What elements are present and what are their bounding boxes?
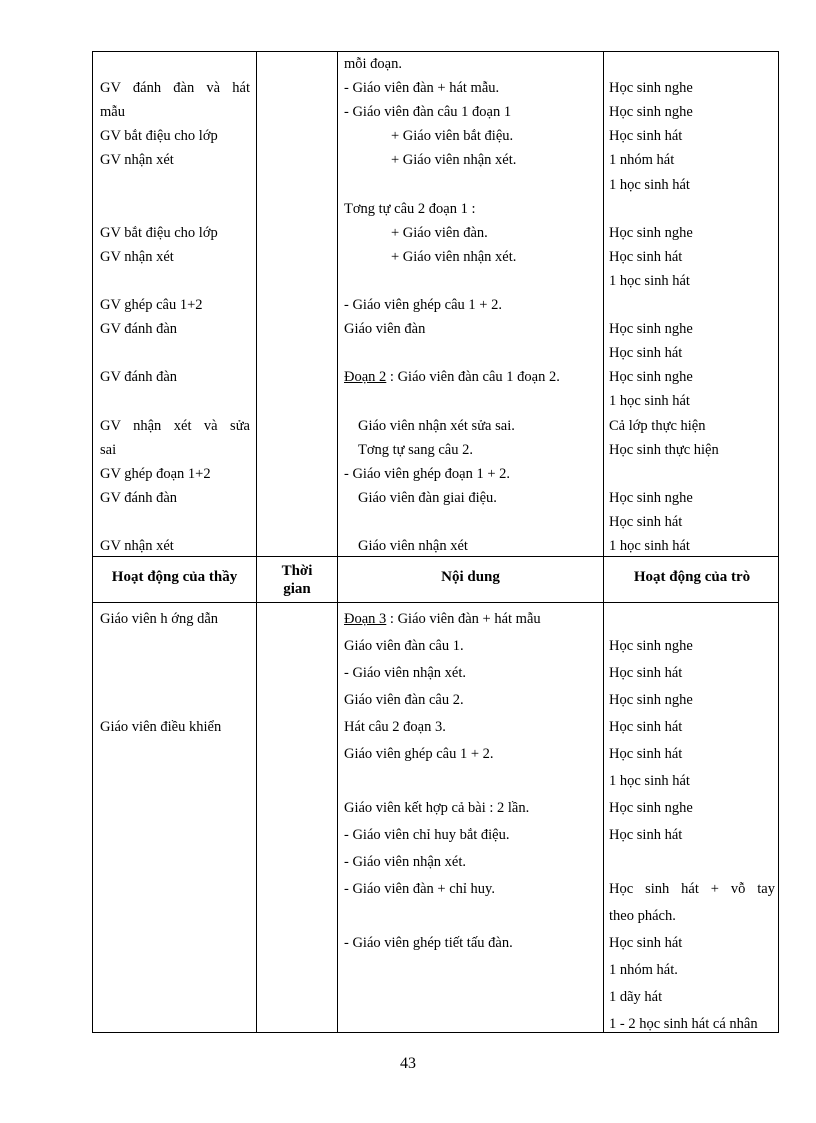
section-label: Đoạn 2 bbox=[344, 369, 387, 386]
student-activity-text: Học sinh hát bbox=[609, 665, 683, 681]
page-number: 43 bbox=[400, 1055, 416, 1072]
student-activity-text: Học sinh hát bbox=[609, 513, 683, 530]
content-text: + Giáo viên nhận xét. bbox=[391, 248, 517, 265]
student-activity-text: Học sinh hát bbox=[609, 128, 683, 145]
content-text: Hát câu 2 đoạn 3. bbox=[344, 719, 446, 735]
student-activity-text: 1 dãy hát bbox=[609, 989, 663, 1005]
student-activity-text: 1 - 2 học sinh hát cá nhân bbox=[609, 1016, 758, 1032]
content-text: - Giáo viên chỉ huy bắt điệu. bbox=[344, 827, 510, 843]
content-text: Giáo viên nhận xét bbox=[358, 538, 468, 554]
section-label: Đoạn 3 bbox=[344, 611, 387, 627]
header-top-border bbox=[93, 556, 778, 557]
content-text: - Giáo viên ghép tiết tấu đàn. bbox=[344, 935, 513, 951]
header-teacher-activity: Hoạt động của thầy bbox=[111, 569, 238, 585]
header-student-activity: Hoạt động của trò bbox=[633, 569, 751, 585]
content-text: - Giáo viên đàn + hát mẫu. bbox=[344, 80, 500, 97]
content-text bbox=[344, 611, 599, 628]
student-activity-text: 1 học sinh hát bbox=[609, 272, 690, 289]
content-text: - Giáo viên nhận xét. bbox=[344, 854, 467, 870]
teacher-activity-text: GV nhận xét bbox=[100, 152, 174, 169]
lesson-plan-table bbox=[92, 51, 779, 1033]
teacher-activity-text: GV nhận xét và sửa bbox=[100, 417, 250, 434]
teacher-activity-text: GV đánh đàn bbox=[100, 321, 178, 338]
student-activity-text: 1 học sinh hát bbox=[609, 538, 690, 554]
student-activity-text: 1 học sinh hát bbox=[609, 393, 690, 410]
teacher-activity-text: GV nhận xét bbox=[100, 248, 174, 265]
content-text: - Giáo viên nhận xét. bbox=[344, 665, 467, 681]
student-activity-text: Học sinh nghe bbox=[609, 80, 693, 97]
student-activity-text: Học sinh nghe bbox=[609, 638, 693, 654]
teacher-activity-text: Giáo viên điều khiển bbox=[100, 719, 222, 735]
student-activity-text: Học sinh nghe bbox=[609, 692, 693, 708]
content-text: Giáo viên nhận xét sửa sai. bbox=[358, 417, 515, 434]
content-text: Tơng tự sang câu 2. bbox=[358, 441, 473, 458]
student-activity-text: Học sinh nghe bbox=[609, 321, 693, 338]
content-text: Giáo viên đàn bbox=[344, 321, 426, 338]
teacher-activity-text: GV đánh đàn bbox=[100, 369, 178, 386]
content-text: mỗi đoạn. bbox=[344, 56, 402, 72]
student-activity-text: Học sinh hát bbox=[609, 935, 683, 951]
teacher-activity-text: sai bbox=[100, 441, 117, 458]
column-divider bbox=[256, 52, 257, 1032]
student-activity-text: Học sinh hát bbox=[609, 248, 683, 265]
student-activity-text: Học sinh nghe bbox=[609, 489, 693, 506]
content-text: Giáo viên đàn giai điệu. bbox=[358, 489, 497, 506]
header-time-line2: gian bbox=[283, 581, 311, 597]
header-bottom-border bbox=[93, 602, 778, 603]
student-activity-text: Học sinh thực hiện bbox=[609, 441, 719, 458]
section-text: : Giáo viên đàn câu 1 đoạn 2. bbox=[386, 369, 560, 386]
content-text: - Giáo viên ghép câu 1 + 2. bbox=[344, 297, 502, 313]
content-text: + Giáo viên đàn. bbox=[391, 224, 488, 241]
student-activity-text: Học sinh hát bbox=[609, 746, 683, 762]
content-text: Giáo viên kết hợp cả bài : 2 lần. bbox=[344, 800, 530, 816]
content-text: - Giáo viên đàn câu 1 đoạn 1 bbox=[344, 104, 512, 121]
student-activity-text: Học sinh nghe bbox=[609, 104, 693, 121]
content-text: + Giáo viên nhận xét. bbox=[391, 152, 517, 169]
content-text bbox=[344, 369, 594, 386]
content-text: Giáo viên đàn câu 2. bbox=[344, 692, 464, 708]
teacher-activity-text: Giáo viên h ớng dẫn bbox=[100, 611, 219, 627]
student-activity-text: Học sinh nghe bbox=[609, 800, 693, 816]
content-text: Giáo viên ghép câu 1 + 2. bbox=[344, 746, 494, 762]
student-activity-text: Cả lớp thực hiện bbox=[609, 417, 706, 434]
content-text: Giáo viên đàn câu 1. bbox=[344, 638, 464, 654]
header-time bbox=[257, 562, 337, 598]
header-time-line1: Thời bbox=[281, 563, 313, 579]
content-text: + Giáo viên bắt điệu. bbox=[391, 128, 514, 145]
content-text: - Giáo viên đàn + chỉ huy. bbox=[344, 881, 495, 897]
student-activity-text: Học sinh nghe bbox=[609, 369, 693, 386]
student-activity-text: Học sinh hát bbox=[609, 827, 683, 843]
teacher-activity-text: GV đánh đàn và hát bbox=[100, 80, 250, 97]
content-text: - Giáo viên ghép đoạn 1 + 2. bbox=[344, 465, 511, 482]
content-text: Tơng tự câu 2 đoạn 1 : bbox=[344, 200, 476, 217]
student-activity-text: Học sinh hát bbox=[609, 345, 683, 362]
student-activity-text: 1 học sinh hát bbox=[609, 773, 690, 789]
teacher-activity-text: GV bắt điệu cho lớp bbox=[100, 128, 218, 145]
teacher-activity-text: GV nhận xét bbox=[100, 538, 174, 554]
column-divider bbox=[337, 52, 338, 1032]
student-activity-text: 1 học sinh hát bbox=[609, 176, 690, 193]
student-activity-text: 1 nhóm hát bbox=[609, 152, 675, 169]
student-activity-text: Học sinh hát + vỗ tay bbox=[609, 881, 775, 897]
section-text: : Giáo viên đàn + hát mẫu bbox=[386, 611, 541, 627]
student-activity-text: Học sinh nghe bbox=[609, 224, 693, 241]
teacher-activity-text: GV ghép câu 1+2 bbox=[100, 297, 203, 313]
teacher-activity-text: mẫu bbox=[100, 104, 125, 121]
teacher-activity-text: GV đánh đàn bbox=[100, 489, 178, 506]
teacher-activity-text: GV bắt điệu cho lớp bbox=[100, 224, 218, 241]
student-activity-text: 1 nhóm hát. bbox=[609, 962, 678, 978]
header-content: Nội dung bbox=[441, 569, 500, 585]
teacher-activity-text: GV ghép đoạn 1+2 bbox=[100, 465, 211, 482]
student-activity-text: Học sinh hát bbox=[609, 719, 683, 735]
student-activity-text: theo phách. bbox=[609, 908, 676, 924]
